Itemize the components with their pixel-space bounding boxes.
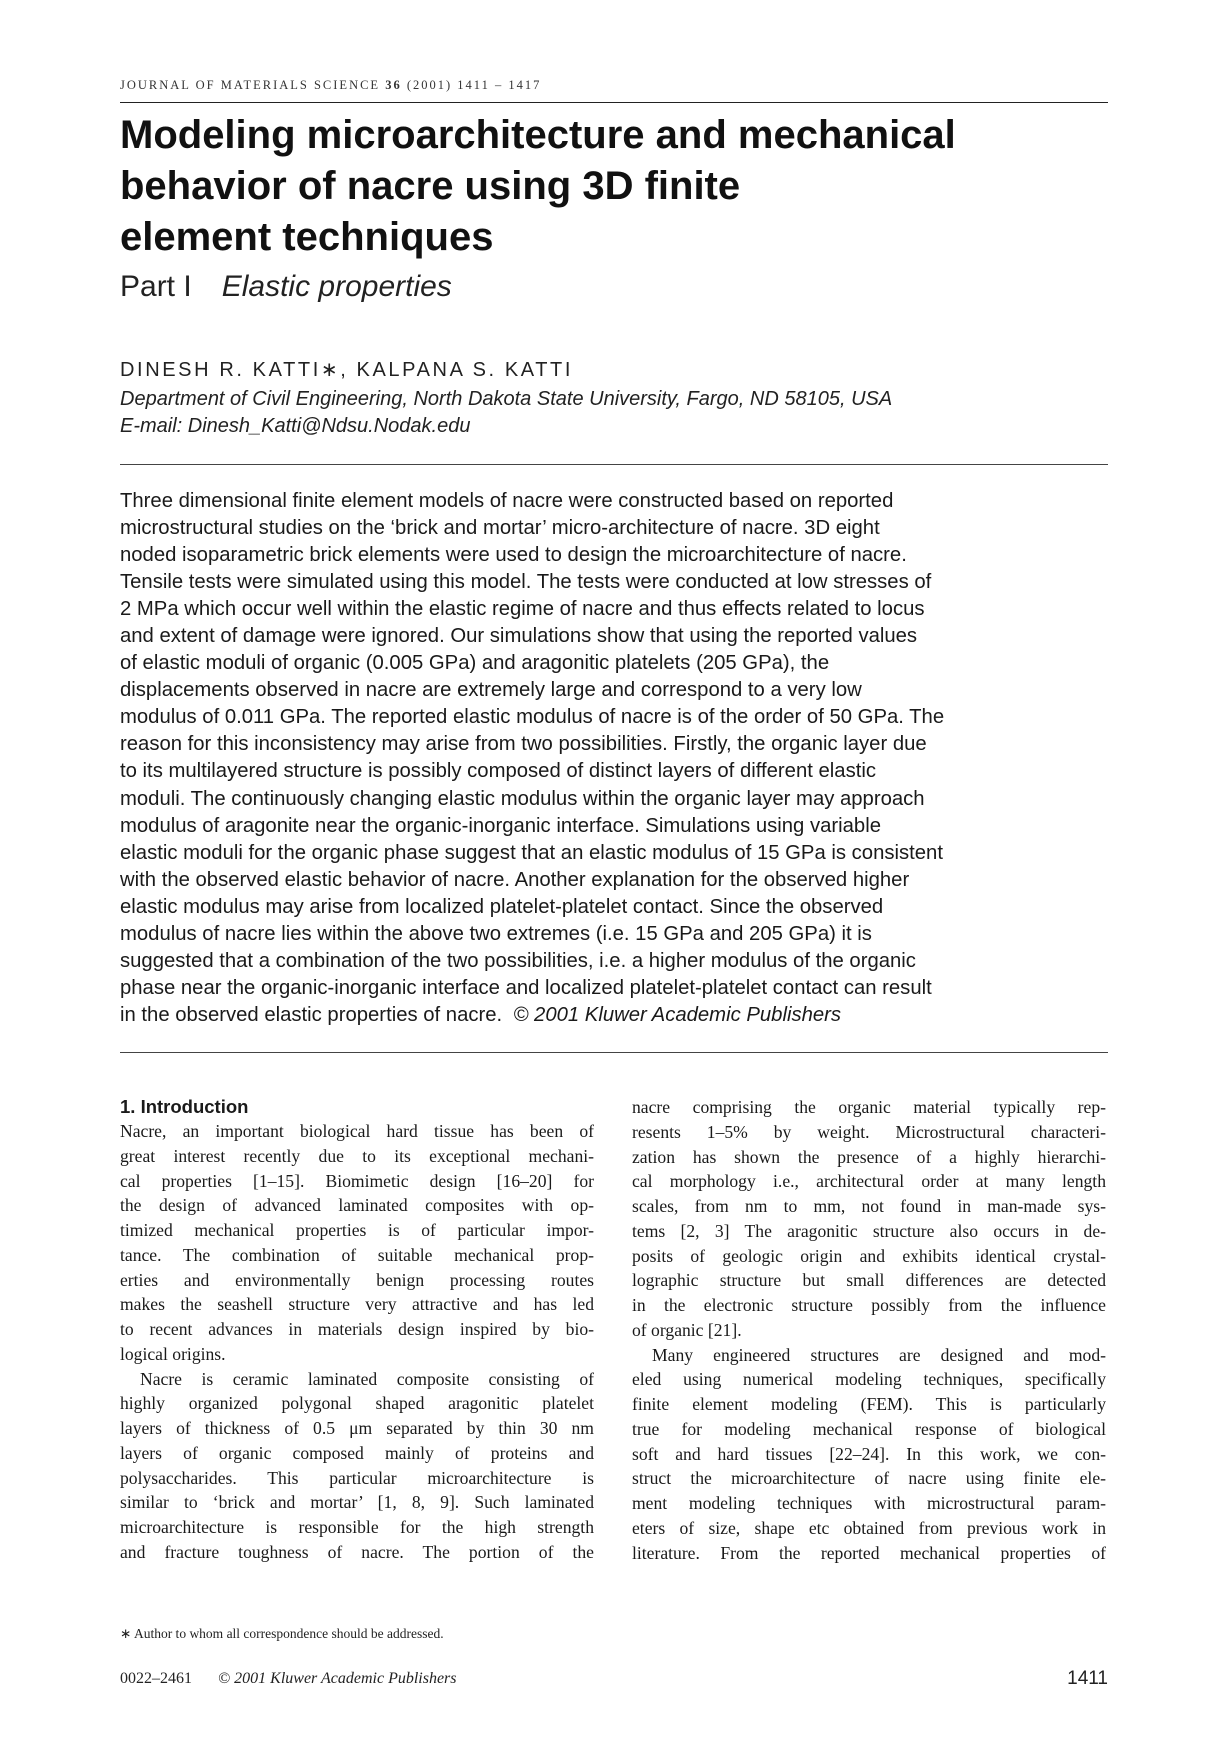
abstract	[120, 488, 1108, 1029]
body-line: in the electronic structure possibly from the influence	[632, 1295, 1106, 1315]
body-line: layers of thickness of 0.5 μm separated by thin 30 nm	[120, 1418, 594, 1438]
body-line: Nacre is ceramic laminated composite consisting of	[140, 1368, 594, 1389]
body-line: highly organized polygonal shaped aragonitic platelet	[120, 1393, 594, 1414]
body-line: timized mechanical properties is of particular impor-	[120, 1220, 594, 1240]
abstract-line: moduli. The continuously changing elastic modulus within the organic layer may approach	[120, 787, 925, 810]
subtitle-part: Part I	[120, 270, 192, 303]
abstract-line: Tensile tests were simulated using this model. The tests were conducted at low stresses of	[120, 571, 932, 594]
body-line: tems [2, 3] The aragonitic structure also occurs in de-	[632, 1220, 1106, 1241]
abstract-line: reason for this inconsistency may arise from two possibilities. Firstly, the organic layer due	[120, 733, 927, 756]
body-line: to recent advances in materials design inspired by bio-	[120, 1319, 594, 1339]
affiliation	[120, 386, 1108, 440]
body-line: erties and environmentally benign processing routes	[120, 1269, 594, 1290]
body-line: logical origins.	[120, 1343, 226, 1364]
page-number: 1411	[1067, 1668, 1108, 1689]
abstract-line-last	[120, 1002, 1108, 1029]
running-head	[120, 78, 1108, 93]
abstract-bottom-rule	[120, 1052, 1108, 1053]
abstract-line: of elastic moduli of organic (0.005 GPa) and aragonitic platelets (205 GPa), the	[120, 652, 830, 675]
body-line: makes the seashell structure very attractive and has led	[120, 1294, 594, 1315]
body-line: ment modeling techniques with microstructural param-	[632, 1493, 1106, 1513]
abstract-line: elastic moduli for the organic phase suggest that an elastic modulus of 15 GPa is consistent	[120, 841, 943, 864]
abstract-line: modulus of 0.011 GPa. The reported elastic modulus of nacre is of the order of 50 GPa. The	[120, 706, 945, 729]
body-line: literature. From the reported mechanical properties of	[632, 1542, 1106, 1563]
footnote: ∗ Author to whom all correspondence should be addressed.	[120, 1626, 444, 1641]
section-heading: 1. Introduction	[120, 1096, 249, 1117]
body-line: great interest recently due to its exceptional mechani-	[120, 1145, 594, 1166]
abstract-copyright: © 2001 Kluwer Academic Publishers	[513, 1003, 842, 1026]
body-line: of organic [21].	[632, 1319, 742, 1340]
body-line: zation has shown the presence of a highly hierarchi-	[632, 1146, 1106, 1167]
body-line: nacre comprising the organic material typically rep-	[632, 1097, 1106, 1117]
abstract-top-rule	[120, 464, 1108, 465]
article-title	[120, 110, 1108, 263]
body-line: posits of geologic origin and exhibits identical crystal-	[632, 1245, 1106, 1266]
body-line: struct the microarchitecture of nacre using finite ele-	[632, 1468, 1106, 1489]
footer-publisher: © 2001 Kluwer Academic Publishers	[218, 1670, 457, 1687]
footer-issn: 0022–2461	[120, 1670, 192, 1687]
journal-volume: 36	[385, 78, 402, 92]
body-line: microarchitecture is responsible for the high strength	[120, 1517, 594, 1537]
journal-name: JOURNAL OF MATERIALS SCIENCE	[120, 78, 381, 92]
abstract-line: Three dimensional finite element models of nacre were constructed based on reported	[120, 490, 894, 512]
affiliation-line: Department of Civil Engineering, North Dakota State University, Fargo, ND 58105, USA	[120, 388, 893, 410]
abstract-line: displacements observed in nacre are extremely large and correspond to a very low	[120, 679, 862, 702]
left-column	[120, 1095, 594, 1565]
abstract-line: phase near the organic-inorganic interface and localized platelet-platelet contact can result	[120, 976, 932, 999]
abstract-line: to its multilayered structure is possibly composed of distinct layers of different elastic	[120, 760, 876, 783]
body-line: tance. The combination of suitable mechanical prop-	[120, 1244, 594, 1265]
body-line: and fracture toughness of nacre. The portion of the	[120, 1541, 594, 1562]
body-line: lographic structure but small differences are detected	[632, 1270, 1106, 1291]
body-line: cal properties [1–15]. Biomimetic design [16–20] for	[120, 1170, 594, 1191]
author-list: DINESH R. KATTI∗, KALPANA S. KATTI	[120, 359, 574, 381]
journal-year-pages: (2001) 1411 – 1417	[406, 78, 542, 92]
body-line: the design of advanced laminated composites with op-	[120, 1195, 594, 1216]
body-line: polysaccharides. This particular microarchitecture is	[120, 1467, 594, 1488]
body-line: cal morphology i.e., architectural order at many length	[632, 1171, 1106, 1192]
header-rule	[120, 102, 1108, 103]
body-line: true for modeling mechanical response of biological	[632, 1418, 1106, 1439]
abstract-line: and extent of damage were ignored. Our simulations show that using the reported values	[120, 625, 918, 648]
body-line: layers of organic composed mainly of proteins and	[120, 1442, 594, 1463]
body-line: Many engineered structures are designed and mod-	[652, 1344, 1106, 1365]
abstract-line: suggested that a combination of the two possibilities, i.e. a higher modulus of the organic	[120, 949, 916, 972]
right-column	[632, 1095, 1106, 1565]
title-line: element techniques	[120, 215, 494, 259]
subtitle-text: Elastic properties	[221, 270, 452, 303]
body-line: eters of size, shape etc obtained from previous work in	[632, 1517, 1106, 1538]
affiliation-email: E-mail: Dinesh_Katti@Ndsu.Nodak.edu	[120, 415, 471, 437]
abstract-line: noded isoparametric brick elements were used to design the microarchitecture of nacre.	[120, 544, 907, 567]
article-subtitle	[120, 270, 452, 304]
body-line: eled using numerical modeling techniques, specifically	[632, 1369, 1106, 1390]
abstract-line: elastic modulus may arise from localized platelet-platelet contact. Since the observed	[120, 895, 884, 918]
body-line: finite element modeling (FEM). This is particularly	[632, 1394, 1106, 1414]
body-line: scales, from nm to mm, not found in man-made sys-	[632, 1196, 1106, 1216]
abstract-line: modulus of aragonite near the organic-inorganic interface. Simulations using variable	[120, 814, 881, 837]
abstract-last-text: in the observed elastic properties of nacre.	[120, 1003, 503, 1026]
body-line: resents 1–5% by weight. Microstructural characteri-	[632, 1121, 1106, 1142]
title-line: behavior of nacre using 3D finite	[120, 164, 741, 208]
body-line: Nacre, an important biological hard tissue has been of	[120, 1121, 594, 1141]
abstract-line: 2 MPa which occur well within the elastic regime of nacre and thus effects related to locus	[120, 598, 925, 621]
abstract-line: microstructural studies on the ‘brick and mortar’ micro-architecture of nacre. 3D eight	[120, 517, 880, 540]
abstract-line: modulus of nacre lies within the above two extremes (i.e. 15 GPa and 205 GPa) it is	[120, 922, 872, 945]
body-line: similar to ‘brick and mortar’ [1, 8, 9]. Such laminated	[120, 1492, 594, 1513]
body-line: soft and hard tissues [22–24]. In this work, we con-	[632, 1443, 1106, 1464]
abstract-line: with the observed elastic behavior of nacre. Another explanation for the observed higher	[120, 868, 910, 891]
title-line: Modeling microarchitecture and mechanical	[120, 113, 956, 157]
page-footer	[120, 1670, 1108, 1688]
